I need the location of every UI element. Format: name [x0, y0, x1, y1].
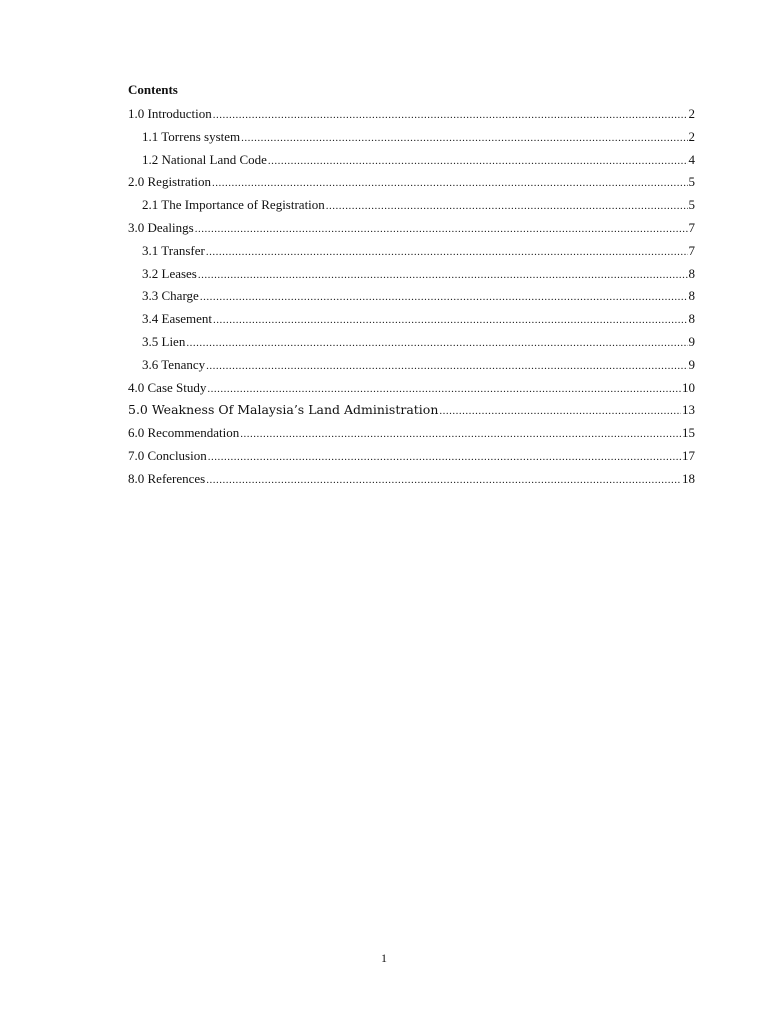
toc-heading: Contents	[128, 82, 178, 97]
toc-entry[interactable]	[128, 331, 695, 354]
toc-entry-title: 3.4 Easement	[142, 311, 213, 327]
toc-entry[interactable]	[128, 377, 695, 400]
toc-list	[128, 103, 695, 491]
toc-entry[interactable]	[128, 149, 695, 172]
dot-leader	[240, 423, 681, 446]
dot-leader	[206, 241, 688, 264]
dot-leader	[213, 104, 688, 127]
dot-leader	[213, 309, 687, 332]
dot-leader	[212, 172, 687, 195]
toc-entry-title: 3.0 Dealings	[128, 219, 194, 235]
toc-entry-title: 8.0 References	[128, 470, 206, 486]
toc-entry-page: 2	[688, 106, 695, 121]
dot-leader	[268, 150, 688, 173]
toc-entry[interactable]	[128, 126, 695, 149]
toc-entry[interactable]	[128, 422, 695, 445]
toc-entry-page: 9	[688, 356, 695, 372]
toc-entry-title: 1.2 National Land Code	[142, 151, 267, 167]
toc-entry[interactable]	[128, 240, 695, 263]
toc-entry-title: 3.2 Leases	[142, 265, 197, 281]
toc-entry[interactable]	[128, 103, 695, 126]
toc-entry[interactable]	[128, 399, 695, 422]
dot-leader	[241, 127, 687, 150]
toc-entry-title: 4.0 Case Study	[128, 379, 207, 395]
toc-entry-page: 17	[682, 447, 695, 463]
toc-entry-title: 5.0 Weakness Of Malaysia’s Land Administration	[128, 402, 439, 418]
toc-entry-title: 2.0 Registration	[128, 174, 212, 190]
toc-entry-page: 8	[688, 311, 695, 327]
dot-leader	[198, 264, 688, 287]
toc-entry-title: 1.1 Torrens system	[142, 128, 241, 144]
toc-entry-title: 6.0 Recommendation	[128, 425, 240, 441]
toc-entry-page: 13	[682, 402, 695, 418]
toc-entry[interactable]	[128, 263, 695, 286]
toc-entry-page: 4	[688, 151, 695, 167]
dot-leader	[206, 469, 681, 492]
toc-entry[interactable]	[128, 308, 695, 331]
dot-leader	[206, 355, 687, 378]
toc-entry-page: 15	[682, 425, 695, 441]
dot-leader	[195, 218, 688, 241]
dot-leader	[208, 446, 681, 469]
toc-entry-page: 7	[688, 242, 695, 258]
table-of-contents	[128, 80, 695, 491]
dot-leader	[326, 195, 688, 218]
toc-entry-title: 2.1 The Importance of Registration	[142, 197, 325, 213]
toc-entry-title: 7.0 Conclusion	[128, 447, 207, 463]
toc-entry-page: 2	[688, 128, 695, 144]
toc-entry[interactable]	[128, 354, 695, 377]
toc-entry[interactable]	[128, 468, 695, 491]
toc-entry-page: 18	[682, 470, 695, 486]
toc-entry-title: 3.1 Transfer	[142, 242, 205, 258]
toc-entry-title: 3.6 Tenancy	[142, 356, 206, 372]
toc-entry-page: 7	[688, 219, 695, 235]
page-number: 1	[381, 951, 387, 965]
toc-entry-page: 8	[688, 265, 695, 281]
toc-entry-page: 5	[688, 197, 695, 213]
toc-entry-title: 3.3 Charge	[142, 288, 199, 304]
toc-entry-page: 5	[688, 174, 695, 190]
toc-entry[interactable]	[128, 194, 695, 217]
toc-entry-page: 9	[688, 333, 695, 349]
toc-entry-title: 3.5 Lien	[142, 333, 186, 349]
toc-entry[interactable]	[128, 285, 695, 308]
toc-entry[interactable]	[128, 445, 695, 468]
toc-entry-title: 1.0 Introduction	[128, 106, 212, 121]
toc-entry-page: 10	[682, 379, 695, 395]
toc-entry[interactable]	[128, 217, 695, 240]
dot-leader	[186, 332, 687, 355]
dot-leader	[207, 378, 681, 401]
dot-leader	[200, 286, 688, 309]
toc-entry[interactable]	[128, 171, 695, 194]
toc-entry-page: 8	[688, 288, 695, 304]
dot-leader	[439, 400, 681, 423]
